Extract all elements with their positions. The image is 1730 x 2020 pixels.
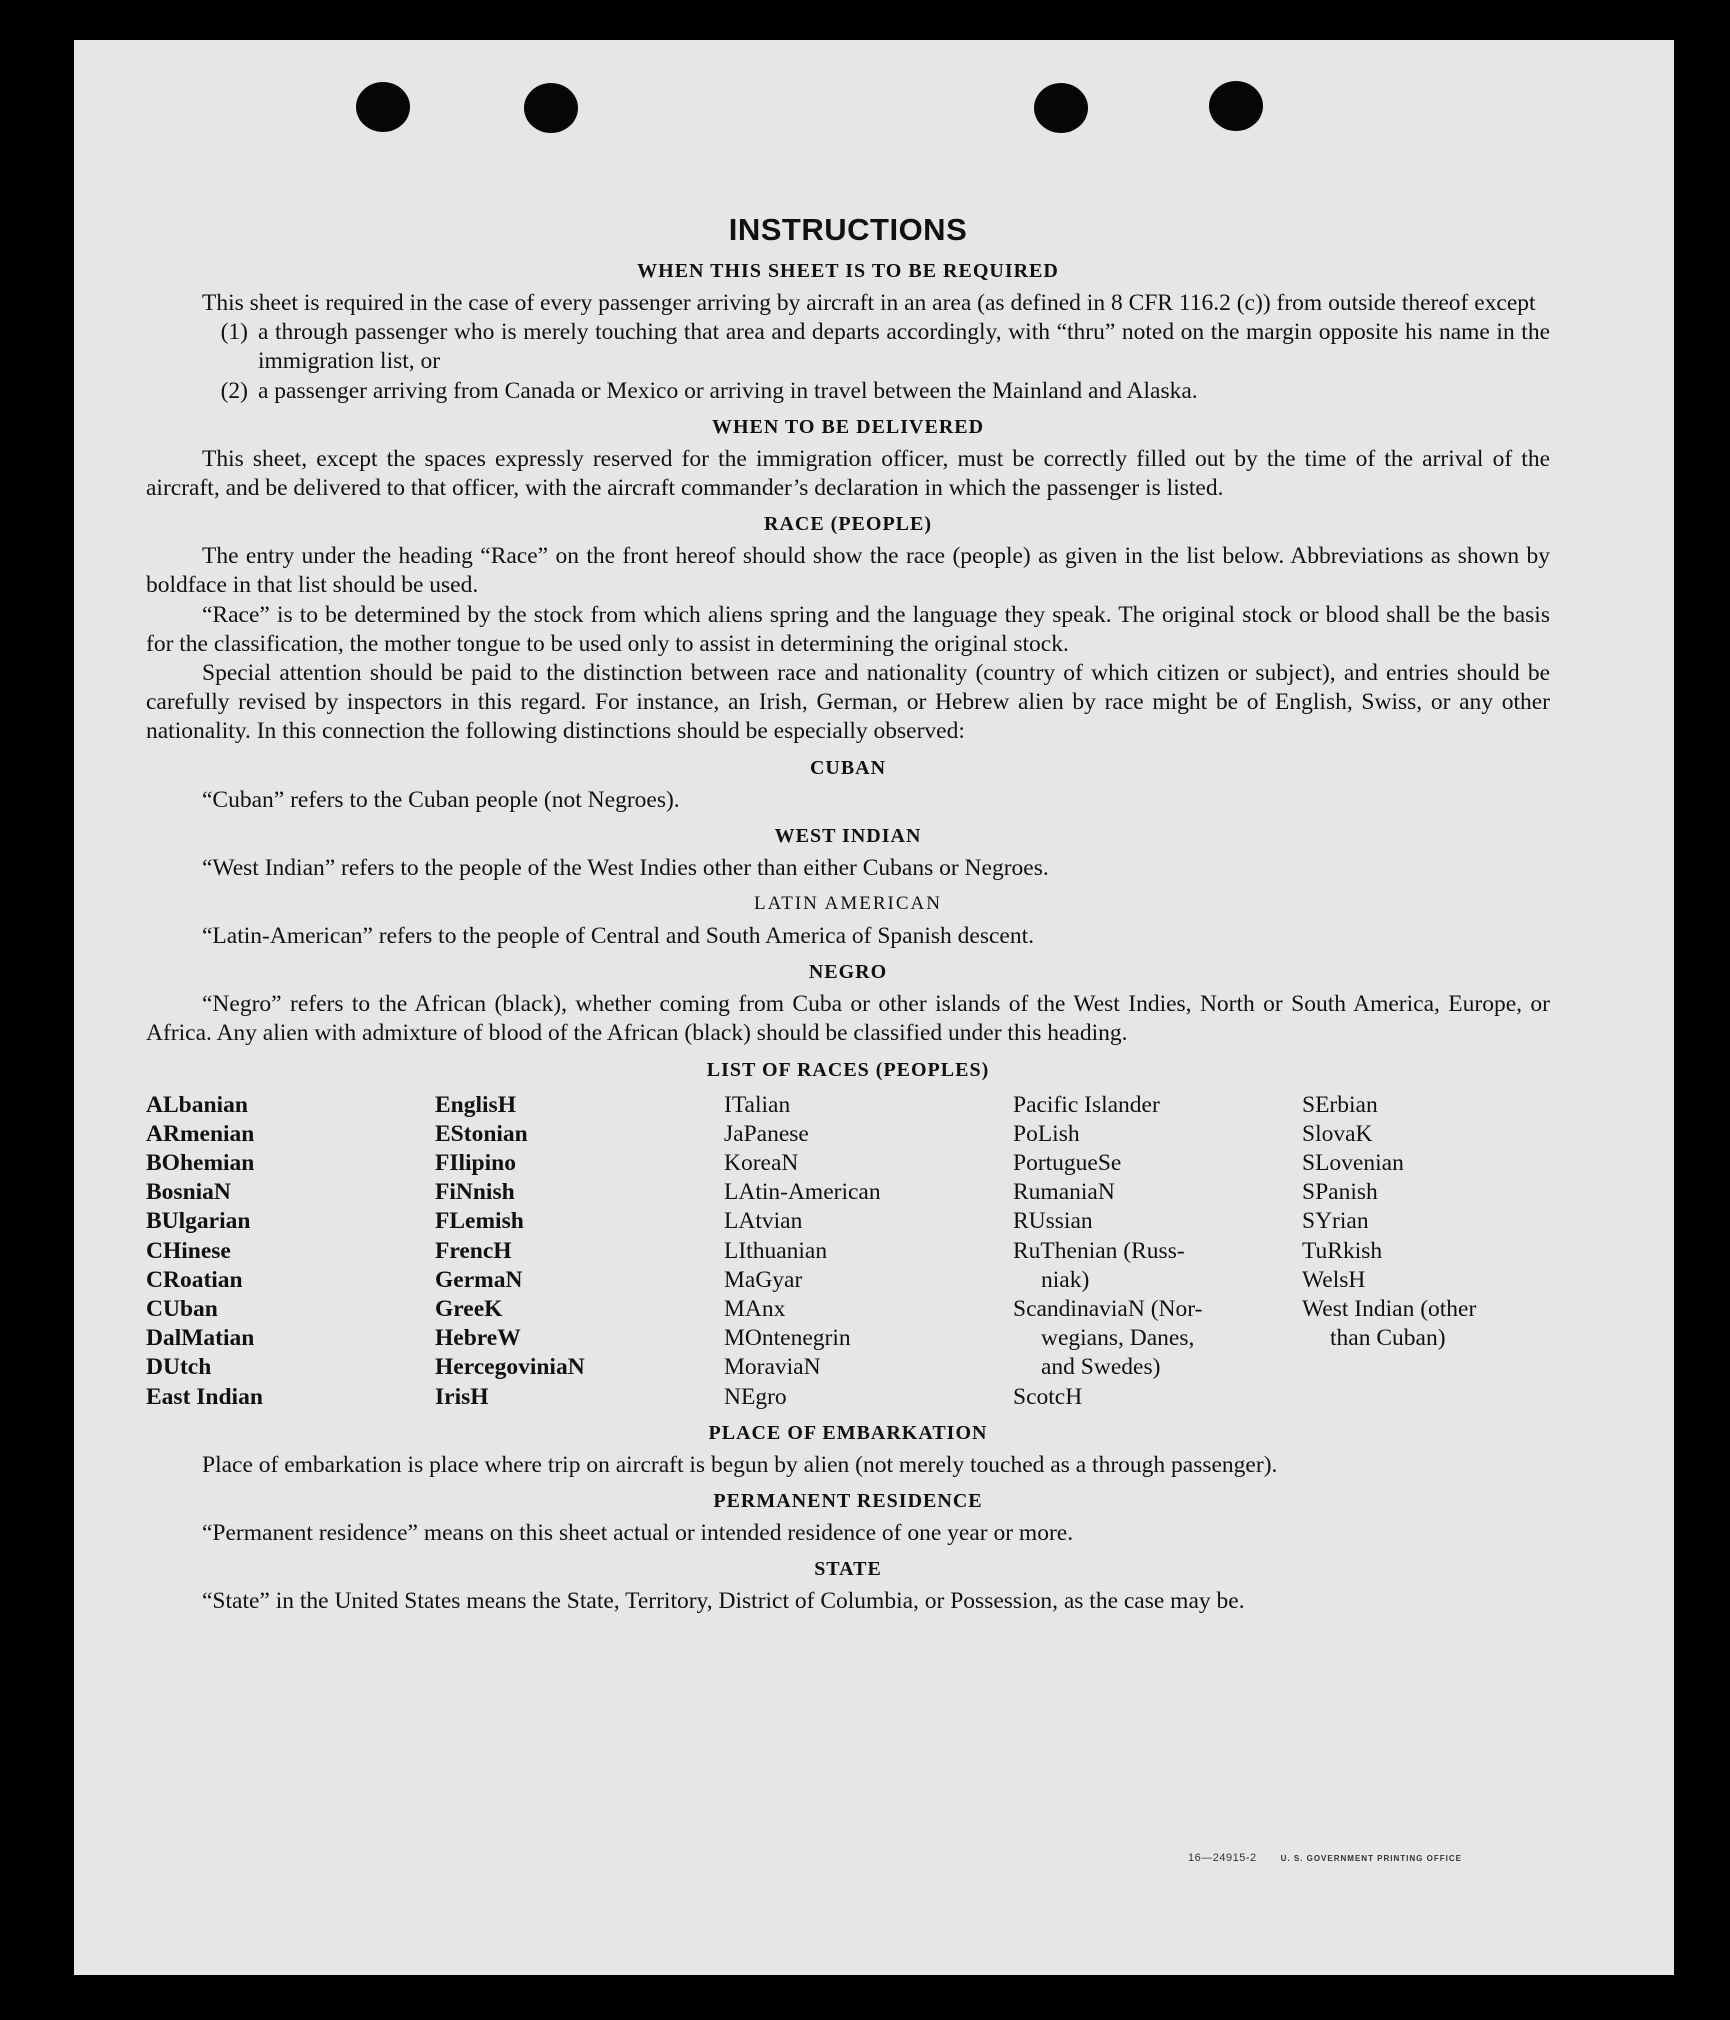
race-item: SErbian	[1302, 1091, 1378, 1118]
printer-credit: U. S. GOVERNMENT PRINTING OFFICE	[1280, 1854, 1462, 1863]
residence-text: “Permanent residence” means on this sheet actual or intended residence of one year or more.	[202, 1520, 1074, 1547]
state-text: “State” in the United States means the State, Territory, District of Columbia, or Possession, as the case may be.	[202, 1588, 1245, 1615]
race-column-1	[146, 1091, 435, 1412]
race-item: DUtch	[146, 1354, 212, 1381]
heading-permanent-residence: PERMANENT RESIDENCE	[713, 1490, 983, 1513]
race-item: LIthuanian	[724, 1237, 828, 1264]
race-item-continuation: than Cuban)	[1330, 1325, 1446, 1352]
race-paragraph-3: Special attention should be paid to the distinction between race and nationality (country of which citizen or subject), and entries should be carefully revised by inspectors in this regard. For instance, an Irish, German, or Hebrew alien by race might be of English, Swiss, or any other nationality. In this connection the following distinctions should be especially observed:	[146, 660, 1550, 745]
heading-race: RACE (PEOPLE)	[764, 513, 932, 536]
heading-west-indian: WEST INDIAN	[774, 824, 922, 847]
race-item: SlovaK	[1302, 1120, 1373, 1147]
race-item: KoreaN	[724, 1150, 799, 1177]
document-page	[74, 40, 1674, 1975]
race-item: PortugueSe	[1013, 1150, 1122, 1177]
race-item: IrisH	[435, 1383, 489, 1410]
race-item: SPanish	[1302, 1179, 1378, 1206]
item-text: a passenger arriving from Canada or Mexico or arriving in travel between the Mainland and Alaska.	[258, 377, 1198, 404]
race-item: ARmenian	[146, 1120, 255, 1147]
race-item: SYrian	[1302, 1208, 1369, 1235]
required-intro: This sheet is required in the case of every passenger arriving by aircraft in an area (as defined in 8 CFR 116.2 (c)) from outside thereof except	[202, 290, 1536, 316]
race-item: MaGyar	[724, 1266, 803, 1293]
race-item: LAtin-American	[724, 1179, 881, 1206]
race-item: FrencH	[435, 1237, 512, 1264]
heading-state: STATE	[814, 1558, 882, 1581]
item-number: (2)	[220, 377, 248, 404]
race-item: DalMatian	[146, 1325, 255, 1352]
race-item: FiNnish	[435, 1179, 515, 1206]
race-item: ScandinaviaN (Nor-	[1013, 1296, 1203, 1323]
race-item: LAtvian	[724, 1208, 803, 1235]
race-paragraph-1: The entry under the heading “Race” on the front hereof should show the race (people) as given in the list below. Abbreviations as shown by boldface in that list should be used.	[146, 543, 1550, 599]
race-item: WelsH	[1302, 1266, 1366, 1293]
heading-negro: NEGRO	[808, 961, 888, 984]
heading-cuban: CUBAN	[809, 756, 887, 779]
race-item: ScotcH	[1013, 1383, 1083, 1410]
race-item: FIlipino	[435, 1150, 516, 1177]
race-item: CRoatian	[146, 1266, 243, 1293]
race-item: HercegoviniaN	[435, 1354, 585, 1381]
race-item: JaPanese	[724, 1120, 809, 1147]
negro-text: “Negro” refers to the African (black), whether coming from Cuba or other islands of the West Indies, North or South America, Europe, or Africa. Any alien with admixture of blood of the African (black) should be classified under this heading.	[146, 991, 1550, 1047]
race-item-continuation: wegians, Danes,	[1041, 1325, 1195, 1352]
cuban-text: “Cuban” refers to the Cuban people (not Negroes).	[202, 786, 680, 813]
heading-when-required: WHEN THIS SHEET IS TO BE REQUIRED	[637, 260, 1059, 282]
race-item: West Indian (other	[1302, 1296, 1477, 1323]
race-item: MoraviaN	[724, 1354, 821, 1381]
heading-latin-american: LATIN AMERICAN	[754, 893, 942, 915]
race-item: MAnx	[724, 1296, 786, 1323]
race-item: SLovenian	[1302, 1150, 1404, 1177]
race-column-5	[1302, 1091, 1591, 1412]
west-indian-text: “West Indian” refers to the people of the West Indies other than either Cubans or Negroes.	[202, 854, 1049, 881]
race-item: Pacific Islander	[1013, 1091, 1160, 1118]
race-item: EnglisH	[435, 1091, 516, 1118]
race-item: EStonian	[435, 1120, 528, 1147]
race-item: CHinese	[146, 1237, 231, 1264]
race-item: BosniaN	[146, 1179, 231, 1206]
embarkation-text: Place of embarkation is place where trip on aircraft is begun by alien (not merely touched as a through passenger).	[202, 1451, 1278, 1478]
race-item: RuThenian (Russ-	[1013, 1237, 1185, 1264]
punch-hole	[524, 83, 578, 133]
race-item: BOhemian	[146, 1150, 255, 1177]
heading-when-delivered: WHEN TO BE DELIVERED	[711, 415, 985, 438]
heading-race-list: LIST OF RACES (PEOPLES)	[706, 1058, 990, 1081]
delivered-text: This sheet, except the spaces expressly reserved for the immigration officer, must be correctly filled out by the time of the arrival of the aircraft, and be delivered to that officer, with the aircraft commander’s declaration in which the passenger is listed.	[146, 445, 1550, 502]
heading-embarkation: PLACE OF EMBARKATION	[708, 1421, 988, 1444]
punch-hole	[1034, 83, 1088, 133]
race-item: HebreW	[435, 1325, 521, 1352]
instructions-body	[146, 168, 1550, 1617]
race-item: PoLish	[1013, 1120, 1080, 1147]
race-column-3	[724, 1091, 1013, 1412]
race-item: MOntenegrin	[724, 1325, 851, 1352]
race-item: GermaN	[435, 1266, 523, 1293]
race-item: East Indian	[146, 1383, 263, 1410]
exception-item	[146, 318, 1550, 376]
race-paragraph-2: “Race” is to be determined by the stock from which aliens spring and the language they speak. The original stock or blood shall be the basis for the classification, the mother tongue to be used only to assist in determining the original stock.	[146, 601, 1550, 657]
form-number: 16—24915-2	[1188, 1852, 1257, 1864]
race-item: BUlgarian	[146, 1208, 251, 1235]
punch-hole	[1209, 81, 1263, 131]
race-item: TuRkish	[1302, 1237, 1383, 1264]
exception-item	[146, 377, 1550, 406]
race-item-continuation: niak)	[1041, 1266, 1090, 1293]
race-item: ITalian	[724, 1091, 791, 1118]
race-item: RUssian	[1013, 1208, 1093, 1235]
printer-footer	[1188, 1852, 1462, 1864]
punch-hole	[356, 82, 410, 132]
item-number: (1)	[220, 319, 248, 346]
race-item: CUban	[146, 1296, 218, 1323]
latin-american-text: “Latin-American” refers to the people of Central and South America of Spanish descent.	[202, 923, 1035, 950]
race-item: FLemish	[435, 1208, 524, 1235]
race-column-4	[1013, 1091, 1302, 1412]
race-column-2	[435, 1091, 724, 1412]
race-item-continuation: and Swedes)	[1041, 1354, 1161, 1381]
item-text: a through passenger who is merely touching that area and departs accordingly, with “thru” noted on the margin opposite his name in the immigration list, or	[258, 319, 1550, 375]
race-item: GreeK	[435, 1296, 503, 1323]
page-title: INSTRUCTIONS	[728, 212, 968, 247]
race-item: NEgro	[724, 1383, 787, 1410]
race-item: ALbanian	[146, 1091, 248, 1118]
race-list	[146, 1091, 1550, 1412]
race-item: RumaniaN	[1013, 1179, 1115, 1206]
